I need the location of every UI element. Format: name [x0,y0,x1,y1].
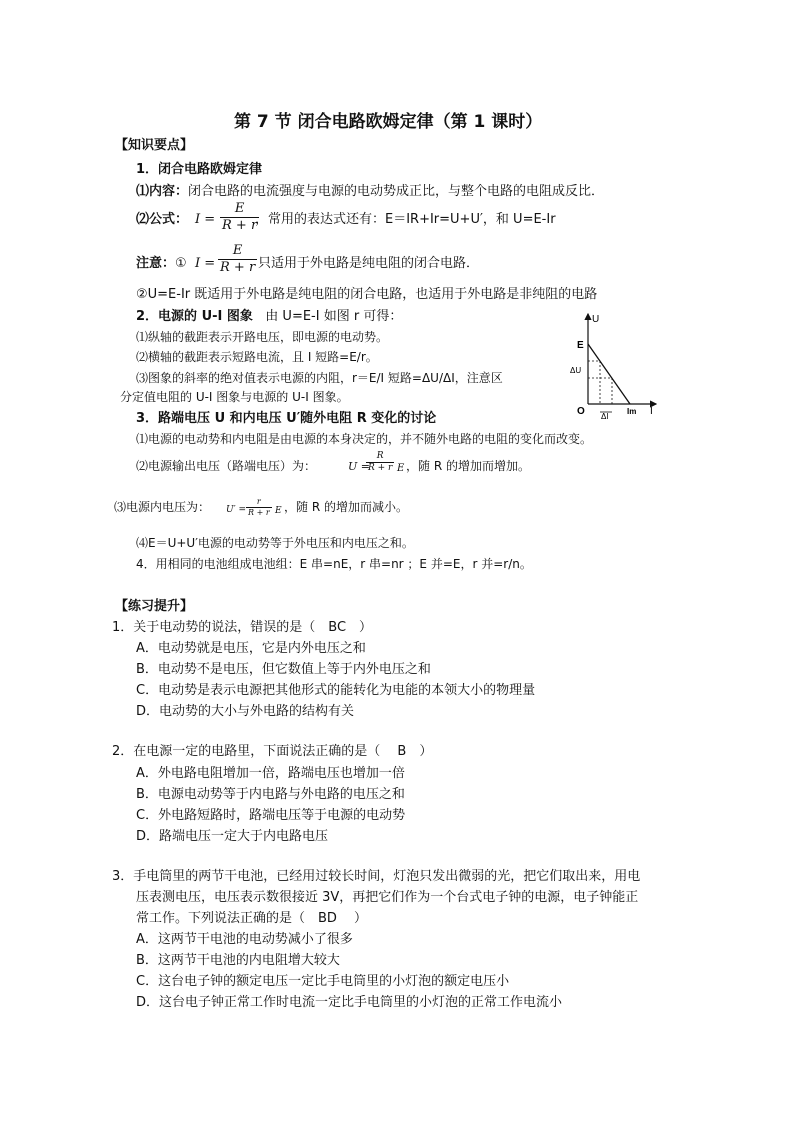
content-label: ⑴内容： [136,184,189,199]
section-1-title: 1．闭合电路欧姆定律 [136,162,263,177]
delta-u-label: ΔU [570,366,582,375]
question-3-stem-line: 3．手电筒里的两节干电池，已经用过较长时间，灯泡只发出微弱的光，把它们取出来，用电 [112,869,641,884]
section-3-item-3-lhs: U′ = [226,505,247,515]
question-2-option-d: D．路端电压一定大于内电路电压 [136,829,329,844]
note-formula-fraction [218,243,257,276]
section-3-item-3-fraction [246,497,272,518]
question-1-option-a: A．电动势就是电压，它是内外电压之和 [136,641,366,656]
note-circle: ① [175,256,187,271]
question-2-option-c: C．外电路短路时，路端电压等于电源的电动势 [136,808,406,823]
note-label: 注意： [136,256,176,271]
u-i-graph [570,308,675,420]
question-3-stem-line: 压表测电压，电压表示数很接近 3V，再把它们作为一个台式电子钟的电源，电子钟能正 [136,890,639,905]
question-1-option-b: B．电动势不是电压，但它数值上等于内外电压之和 [136,662,431,677]
axis-y-label: U [592,314,600,325]
axis-x-label: I [650,406,653,417]
section-2-item: 分定值电阻的 U-I 图象与电源的 U-I 图象。 [120,390,349,404]
origin-label: O [577,406,585,417]
section-2-sub: 由 U=E-I 如图 r 可得： [265,309,403,324]
section-2-item: ⑶图象的斜率的绝对值表示电源的内阻，r＝E/I 短路=ΔU/ΔI，注意区 [136,371,503,385]
formula-text: ，常用的表达式还有：E＝IR+Ir=U+U′，和 U=E-Ir [255,212,556,227]
question-2-option-a: A．外电路电阻增加一倍，路端电压也增加一倍 [136,766,405,781]
formula-numerator: E [220,201,259,218]
section-3-item-1: ⑴电源的电动势和内电阻是由电源的本身决定的，并不随外电路的电阻的变化而改变。 [136,432,593,446]
section-3-item-2-label: ⑵电源输出电压（路端电压）为： [136,459,317,473]
question-2-stem: 2．在电源一定的电路里，下面说法正确的是（ B ） [112,744,433,759]
page-title: 第 7 节 闭合电路欧姆定律（第 1 课时） [234,112,543,132]
note-formula-denominator: R + r [220,260,256,275]
section-3-item-2-denominator: R + r [368,463,393,473]
note-2-text: ②U=E-Ir 既适用于外电路是纯电阻的闭合电路，也适用于外电路是非纯阻的电路 [136,287,598,302]
im-intercept-label: Im [627,407,637,416]
delta-i-label: ΔI [601,412,609,420]
section-3-item-2-fraction [366,451,394,474]
question-3-option-a: A．这两节干电池的电动势减小了很多 [136,932,353,947]
question-3-stem-line: 常工作。下列说法正确的是（ BD ） [136,911,368,926]
knowledge-heading: 【知识要点】 [115,138,194,153]
section-3-item-3-numerator: r [246,497,272,508]
note-formula-numerator: E [218,243,257,260]
note-text: 只适用于外电路是纯电阻的闭合电路． [258,256,480,271]
section-3-item-3-tail: E [275,506,282,516]
formula-fraction [220,201,259,234]
section-3-item-3-denominator: R + r [248,508,270,517]
content-line [136,184,604,200]
question-1-option-c: C．电动势是表示电源把其他形式的能转化为电能的本领大小的物理量 [136,683,536,698]
section-2-line [136,309,402,325]
note-formula-lhs: I = [195,256,216,271]
section-3-item-3-text: ，随 R 的增加而减小。 [284,500,408,514]
section-2-item: ⑴纵轴的截距表示开路电压，即电源的电动势。 [136,330,389,344]
section-3-item-3-label: ⑶电源内电压为： [114,500,211,514]
section-3-item-2-text: ，随 R 的增加而增加。 [406,459,530,473]
question-3-option-d: D．这台电子钟正常工作时电流一定比手电筒里的小灯泡的正常工作电流小 [136,995,563,1010]
question-1-stem: 1．关于电动势的说法，错误的是（ BC ） [112,620,373,635]
section-2-item: ⑵横轴的截距表示短路电流，且 I 短路=E/r。 [136,350,378,364]
section-3-title: 3．路端电压 U 和内电压 U′随外电阻 R 变化的讨论 [136,411,437,426]
section-4-text: 4．用相同的电池组成电池组：E 串=nE，r 串=nr ；E 并=E，r 并=r/n。 [136,557,532,571]
practice-heading: 【练习提升】 [115,599,194,614]
section-3-item-2-tail: E [397,463,405,474]
content-text: 闭合电路的电流强度与电源的电动势成正比，与整个电路的电阻成反比． [188,184,605,199]
u-i-line [588,344,630,404]
formula-denominator: R + r [222,218,258,233]
question-2-option-b: B．电源电动势等于内电路与外电路的电压之和 [136,787,405,802]
section-2-title: 2．电源的 U-I 图象 [136,309,253,324]
section-3-item-2-numerator: R [366,451,394,463]
question-3-option-b: B．这两节干电池的内电阻增大较大 [136,953,340,968]
question-3-option-c: C．这台电子钟的额定电压一定比手电筒里的小灯泡的额定电压小 [136,974,510,989]
e-intercept-label: E [577,340,584,351]
formula-label: ⑵公式： [136,212,189,227]
formula-lhs: I = [195,212,216,227]
section-3-item-2-lhs: U = [348,460,370,473]
question-1-option-d: D．电动势的大小与外电路的结构有关 [136,704,355,719]
section-3-item-4: ⑷E＝U+U′电源的电动势等于外电压和内电压之和。 [136,536,414,550]
